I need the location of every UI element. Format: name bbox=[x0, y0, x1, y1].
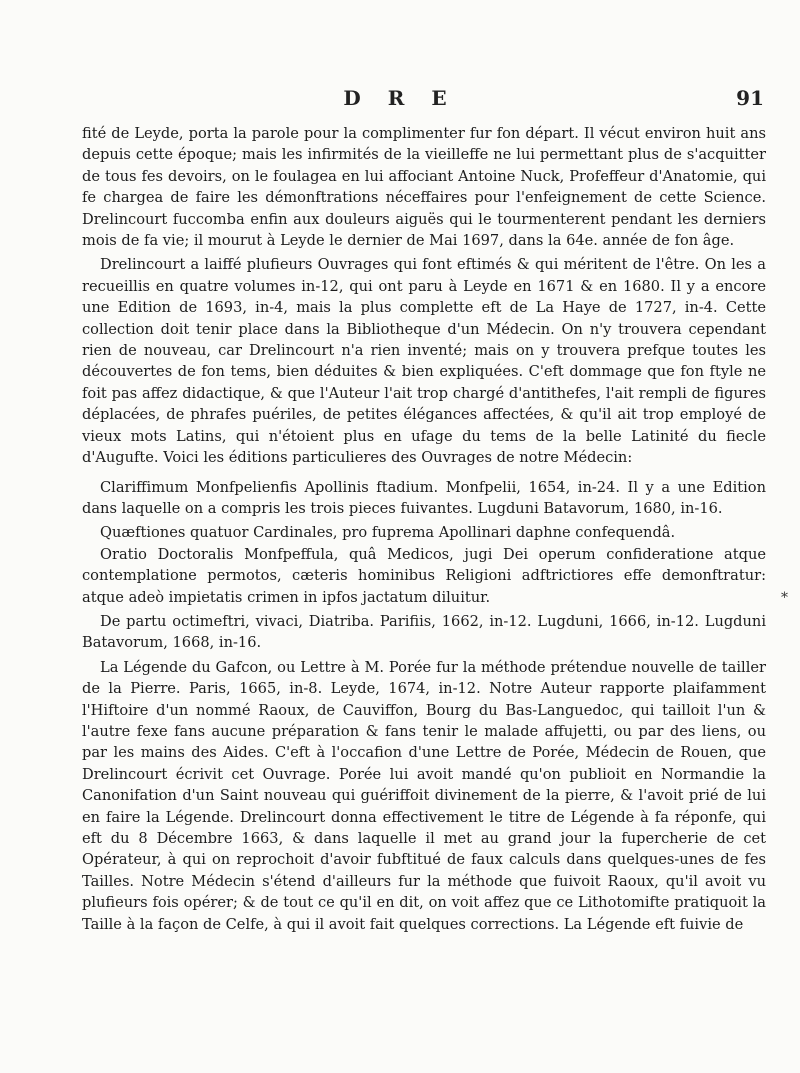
running-head: D R E bbox=[343, 86, 457, 110]
body-text bbox=[82, 123, 766, 935]
page-header bbox=[0, 86, 800, 116]
margin-mark: * bbox=[781, 590, 788, 606]
bibliography-entry: De partu octimeftri, vivaci, Diatriba. Parifiis, 1662, in-12. Lugduni, 1666, in-12. Lugduni Batavorum, 1668, in-16. bbox=[82, 612, 766, 652]
bibliography-entry: Quæftiones quatuor Cardinales, pro fuprema Apollinari daphne confequendâ. bbox=[100, 524, 676, 542]
bibliography-entry: La Légende du Gafcon, ou Lettre à M. Porée fur la méthode prétendue nouvelle de tailler de la Pierre. Paris, 1665, in-8. Leyde, 1674, in-12. Notre Auteur rapporte plaifamment l'Hiftoire d'un nommé Raoux, de Cauviffon, Bourg du Bas-Languedoc, qui tailloit l'un & l'autre fexe fans aucune préparation & fans tenir le malade affujetti, ou par des liens, ou par les mains des Aides. C'eft à l'occafion d'une Lettre de Porée, Médecin de Rouen, que Drelincourt écrivit cet Ouvrage. Porée lui avoit mandé qu'on publioit en Normandie la Canonifation d'un Saint nouveau qui guériffoit divinement de la pierre, & l'avoit prié de lui en faire la Légende. Drelincourt donna effectivement le titre de Légende à fa réponfe, qui eft du 8 Décembre 1663, & dans laquelle il met au grand jour la fupercherie de cet Opérateur, à qui on reprochoit d'avoir fubftitué de faux calculs dans quelques-unes de fes Tailles. Notre Médecin s'étend d'ailleurs fur la méthode que fuivoit Raoux, qu'il avoit vu plufieurs fois opérer; & de tout ce qu'il en dit, on voit affez que ce Lithotomifte pratiquoit la Taille à la façon de Celfe, à qui il avoit fait quelques corrections. La Légende eft fuivie de bbox=[82, 658, 766, 933]
bibliography-entry: Clariffimum Monfpelienfis Apollinis ftadium. Monfpelii, 1654, in-24. Il y a une Edition dans laquelle on a compris les trois pieces fuivantes. Lugduni Batavorum, 1680, in-16. bbox=[82, 478, 766, 517]
bibliography-entry: Oratio Doctoralis Monfpeffula, quâ Medicos, jugi Dei operum confideratione atque contemplatione permotos, cæteris hominibus Religioni adftrictiores effe demonftratur: atque adeò impietatis crimen in ipfos jactatum diluitur. bbox=[82, 545, 766, 606]
page-number: 91 bbox=[736, 86, 764, 110]
paragraph-works: Drelincourt a laiffé plufieurs Ouvrages qui font eftimés & qui méritent de l'être. On les a recueillis en quatre volumes in-12, qui ont paru à Leyde en 1671 & en 1680. Il y a encore une Edition de 1693, in-4, mais la plus complette eft de La Haye de 1727, in-4. Cette collection doit tenir place dans la Bibliotheque d'un Médecin. On n'y trouvera cependant rien de nouveau, car Drelincourt n'a rien inventé; mais on y trouvera prefque toutes les découvertes de fon tems, bien déduites & bien expliquées. C'eft dommage que fon ftyle ne foit pas affez didactique, & que l'Auteur l'ait trop chargé d'antithefes, l'ait rempli de figures déplacées, de phrafes puériles, de petites élégances affectées, & qu'il ait trop employé de vieux mots Latins, qui n'étoient plus en ufage du tems de la belle Latinité du fiecle d'Augufte. Voici les éditions particulieres des Ouvrages de notre Médecin: bbox=[82, 256, 766, 467]
paragraph-continuation: fité de Leyde, porta la parole pour la complimenter fur fon départ. Il vécut environ huit ans depuis cette époque; mais les infirmités de la vieilleffe ne lui permettant plus de s'acquitter de tous fes devoirs, on le foulagea en lui affociant Antoine Nuck, Profeffeur d'Anatomie, qui fe chargea de faire les démonftrations néceffaires pour l'enfeignement de cette Science. Drelincourt fuccomba enfin aux douleurs aiguës qui le tourmenterent pendant les derniers mois de fa vie; il mourut à Leyde le dernier de Mai 1697, dans la 64e. année de fon âge. bbox=[82, 125, 766, 250]
